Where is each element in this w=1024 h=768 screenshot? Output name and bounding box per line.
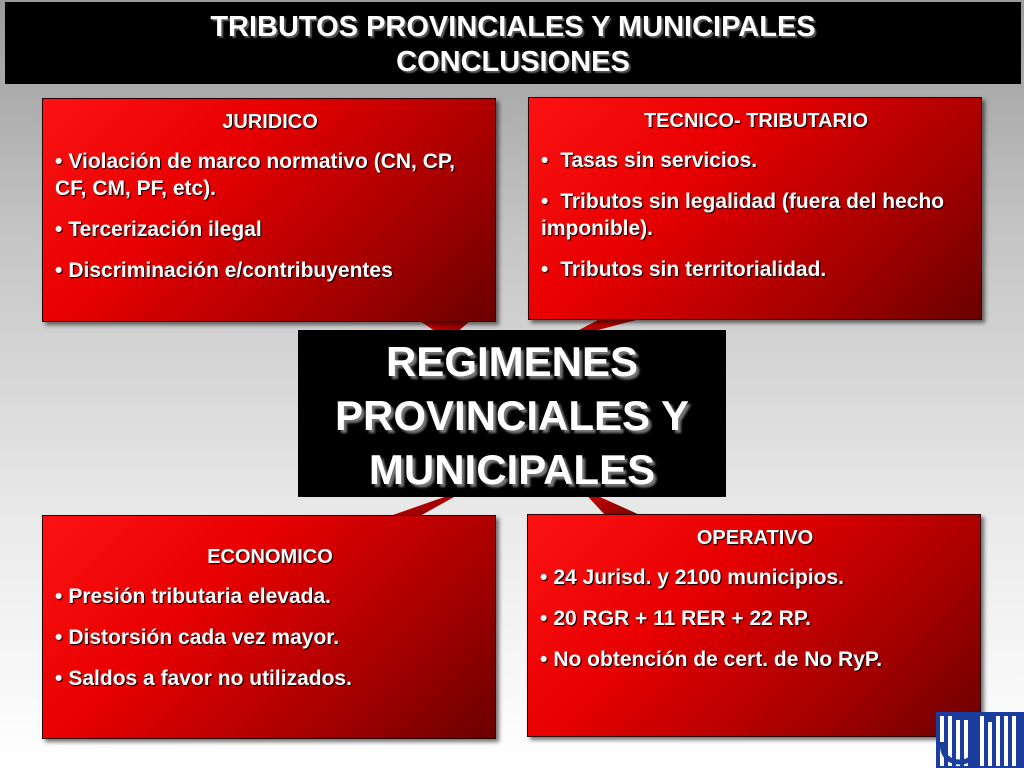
title-line-2: CONCLUSIONES [396, 46, 630, 78]
bullet-icon: • [55, 150, 63, 173]
list-item [541, 256, 971, 283]
bullet-icon: • [541, 190, 549, 213]
list-item [540, 605, 970, 632]
economico-heading: ECONOMICO [207, 546, 333, 568]
list-item-text: Discriminación e/contribuyentes [68, 259, 393, 282]
operativo-heading: OPERATIVO [696, 527, 814, 549]
tecnico-list [541, 147, 971, 283]
list-item [540, 564, 970, 591]
economico-box [42, 515, 496, 739]
tecnico-box [528, 97, 982, 320]
juridico-box [42, 98, 496, 322]
juridico-list [55, 148, 485, 284]
list-item-text: 24 Jurisd. y 2100 municipios. [553, 566, 844, 589]
title-line-1: TRIBUTOS PROVINCIALES Y MUNICIPALES [210, 11, 816, 43]
center-line-3: MUNICIPALES [368, 446, 656, 493]
list-item [55, 583, 485, 610]
bullet-icon: • [540, 648, 548, 671]
list-item-text: Tasas sin servicios. [560, 149, 758, 172]
bullet-icon: • [55, 626, 63, 649]
institution-logo-icon [936, 712, 1024, 768]
tecnico-heading: TECNICO- TRIBUTARIO [643, 110, 869, 132]
list-item-text: 20 RGR + 11 RER + 22 RP. [553, 607, 811, 630]
central-concept-box [298, 330, 726, 497]
bullet-icon: • [540, 566, 548, 589]
bullet-icon: • [55, 585, 63, 608]
bullet-icon: • [55, 667, 63, 690]
list-item [55, 216, 485, 243]
economico-list [55, 583, 485, 692]
list-item [55, 665, 485, 692]
list-item [541, 147, 971, 174]
list-item-text: Tributos sin territorialidad. [560, 258, 827, 281]
list-item [55, 148, 485, 202]
bullet-icon: • [540, 607, 548, 630]
list-item [55, 624, 485, 651]
operativo-box [527, 514, 981, 737]
bullet-icon: • [541, 149, 549, 172]
list-item [55, 257, 485, 284]
list-item-text: Violación de marco normativo (CN, CP, CF, CM, PF, etc). [55, 150, 456, 200]
center-line-1: REGIMENES [385, 338, 639, 385]
list-item-text: Tercerización ilegal [68, 218, 262, 241]
list-item [541, 188, 971, 242]
list-item-text: No obtención de cert. de No RyP. [553, 648, 883, 671]
juridico-heading: JURIDICO [222, 111, 318, 133]
list-item-text: Distorsión cada vez mayor. [68, 626, 340, 649]
bullet-icon: • [541, 258, 549, 281]
operativo-list [540, 564, 970, 673]
list-item-text: Presión tributaria elevada. [68, 585, 331, 608]
center-line-2: PROVINCIALES Y [335, 392, 689, 439]
bullet-icon: • [55, 259, 63, 282]
list-item-text: Saldos a favor no utilizados. [68, 667, 352, 690]
list-item-text: Tributos sin legalidad (fuera del hecho imponible). [541, 190, 945, 240]
bullet-icon: • [55, 218, 63, 241]
list-item [540, 646, 970, 673]
